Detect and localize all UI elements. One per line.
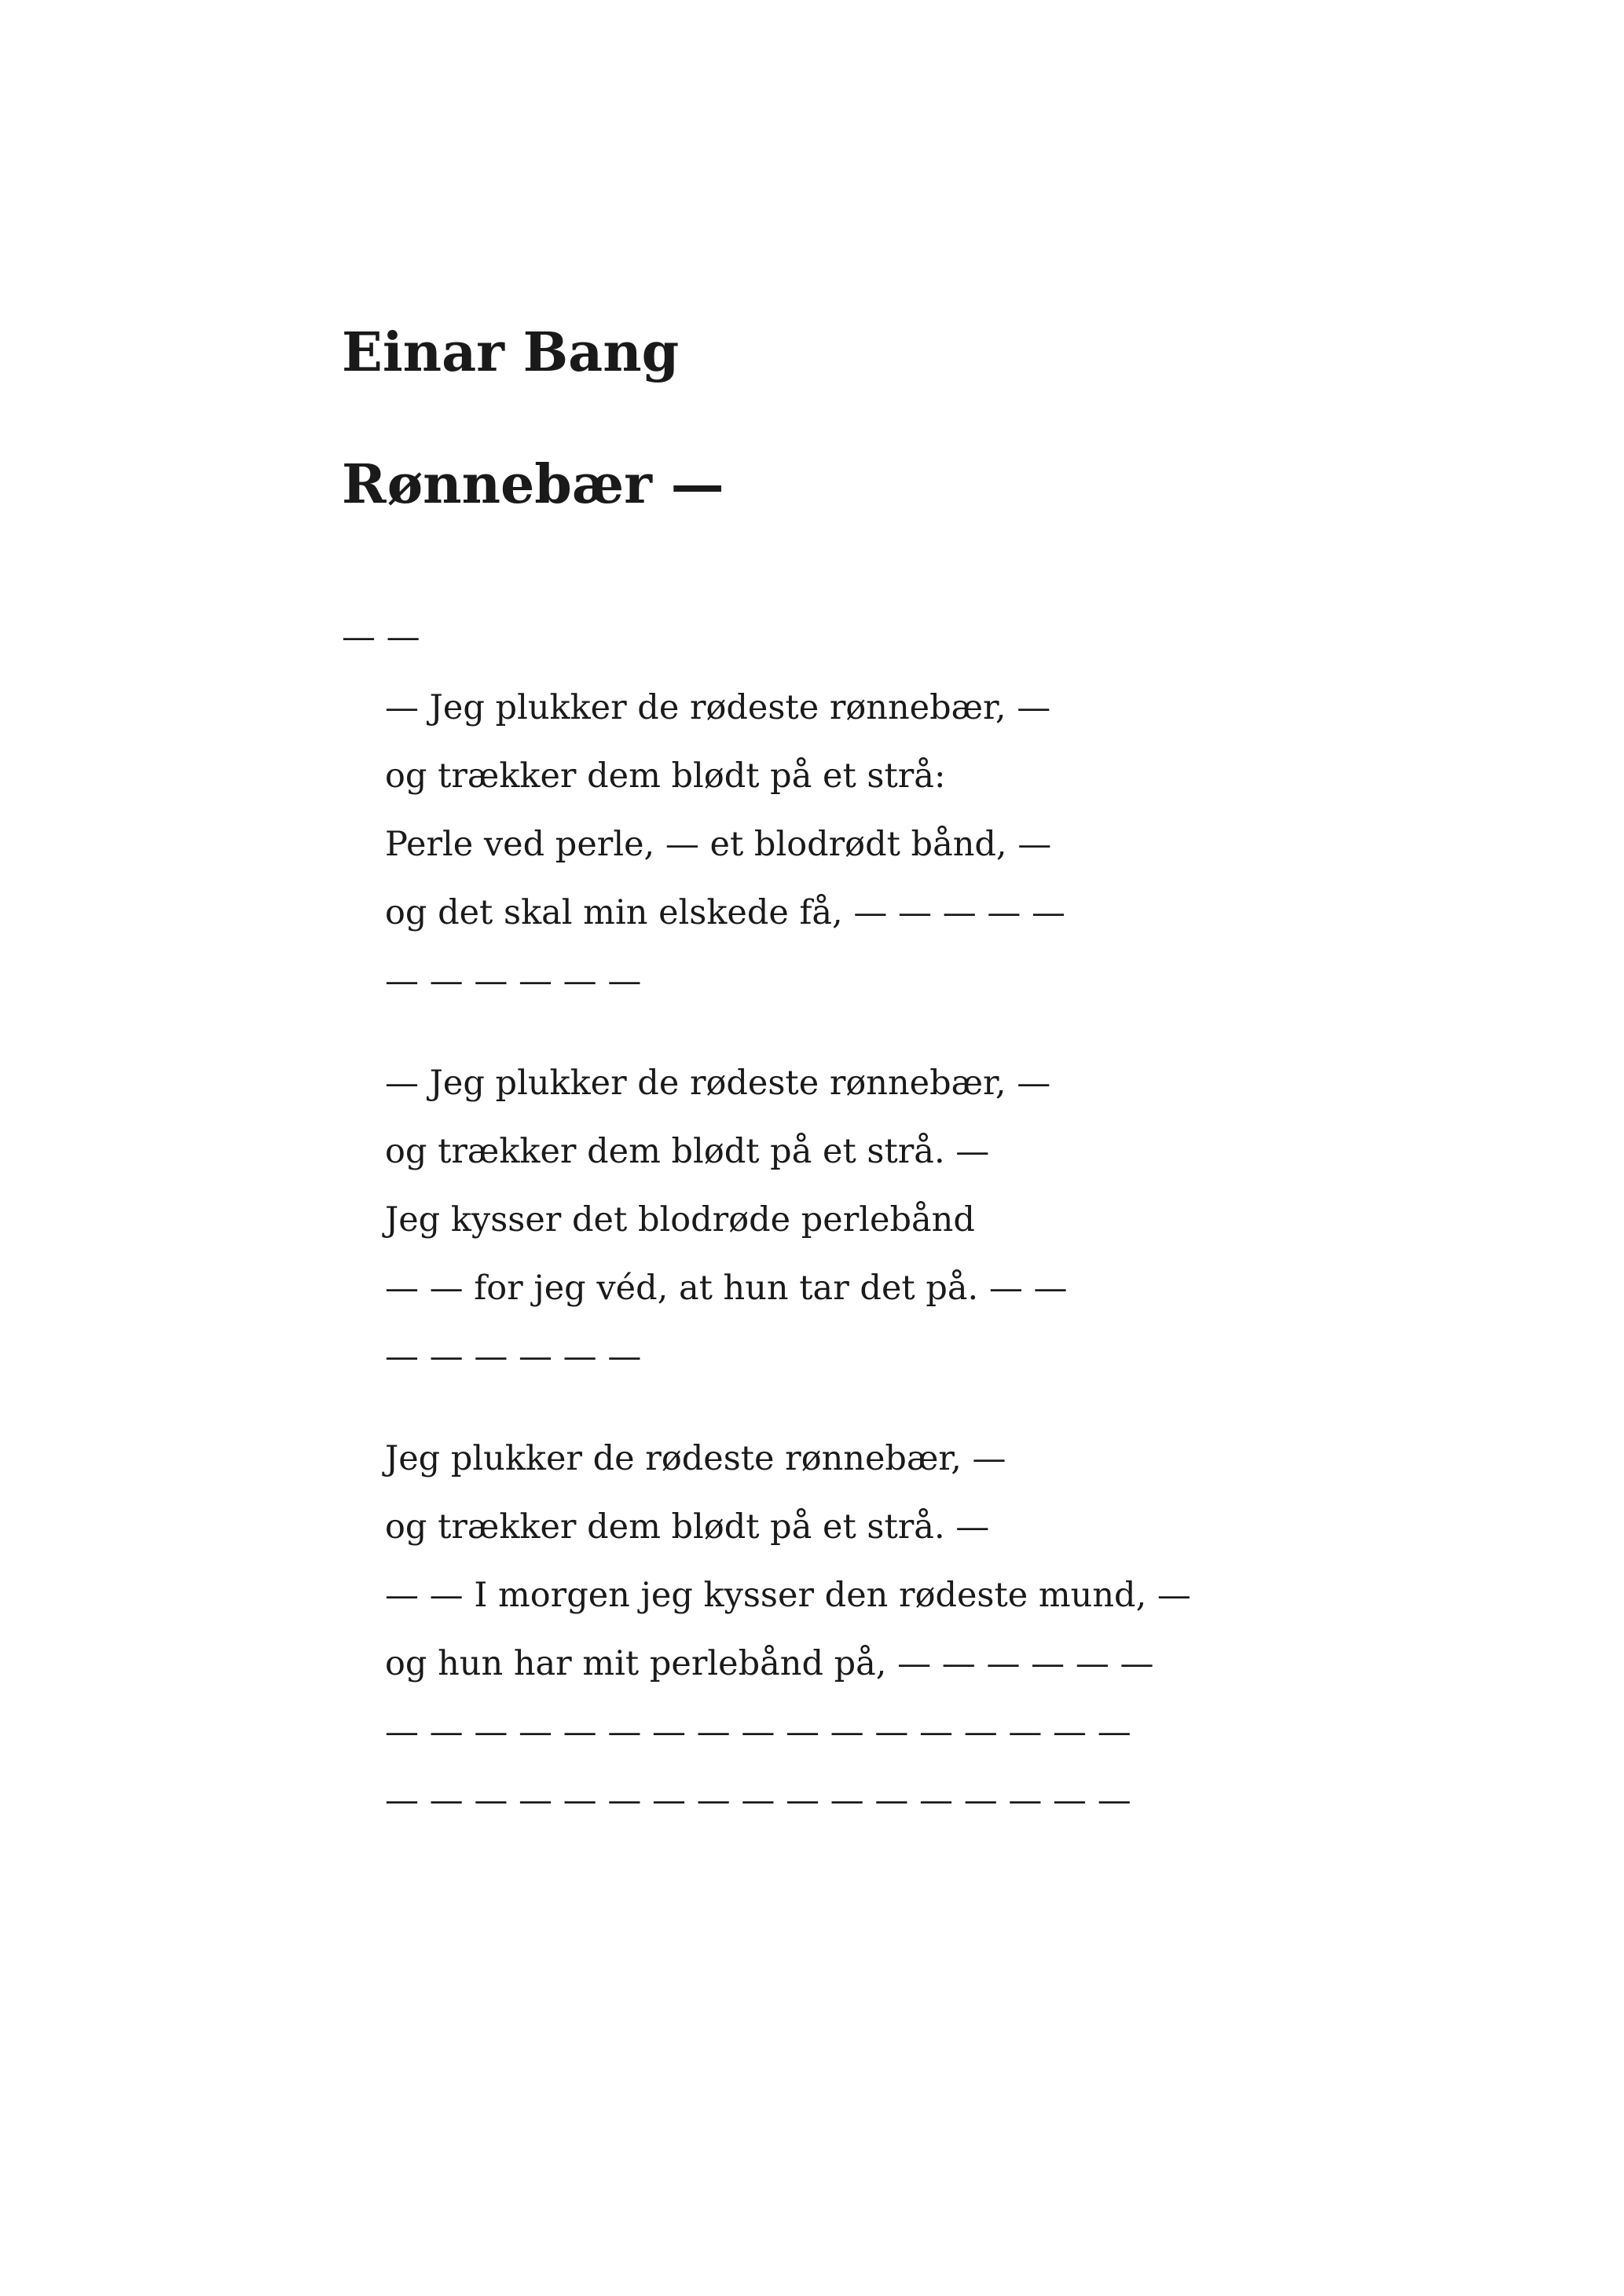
poem-line: og trækker dem blødt på et strå: xyxy=(385,756,946,796)
poem-line: — — for jeg véd, at hun tar det på. — — xyxy=(385,1269,1068,1308)
poem-line: og det skal min elskede få, — — — — — xyxy=(385,893,1066,932)
poem-line: — — — — — — xyxy=(385,1337,642,1376)
poem-line: — — — — — — xyxy=(385,961,642,1001)
poem-line: og hun har mit perlebånd på, — — — — — — xyxy=(385,1644,1154,1683)
poem-line: — Jeg plukker de rødeste rønnebær, — xyxy=(385,1064,1051,1103)
poem-prelude: — — xyxy=(342,617,420,657)
stanza-2 xyxy=(385,1064,1068,1408)
poem-title: Rønnebær — xyxy=(342,453,724,516)
poem-line: — — I morgen jeg kysser den rødeste mund, — xyxy=(385,1576,1191,1615)
author-name: Einar Bang xyxy=(342,321,680,384)
poem-line: — Jeg plukker de rødeste rønnebær, — xyxy=(385,688,1051,727)
poem-line: — — — — — — — — — — — — — — — — — xyxy=(385,1712,1131,1752)
poem-line: Jeg plukker de rødeste rønnebær, — xyxy=(385,1439,1006,1478)
poem-line: Perle ved perle, — et blodrødt bånd, — xyxy=(385,825,1052,864)
poem-line: Jeg kysser det blodrøde perlebånd xyxy=(385,1200,975,1240)
stanza-1 xyxy=(385,688,1066,1033)
poem-line: — — — — — — — — — — — — — — — — — xyxy=(385,1781,1131,1820)
stanza-3 xyxy=(385,1439,1191,1852)
poem-line: og trækker dem blødt på et strå. — xyxy=(385,1507,990,1547)
poem-line: og trækker dem blødt på et strå. — xyxy=(385,1132,990,1171)
